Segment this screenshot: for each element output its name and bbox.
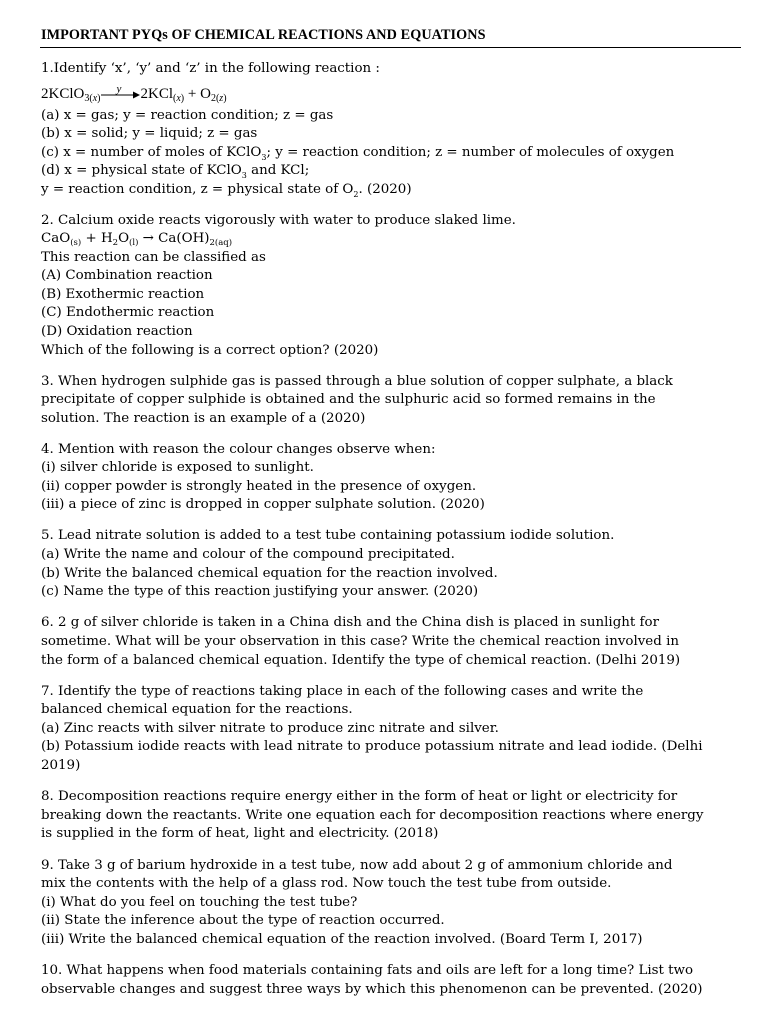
q7-line-4: (b) Potassium iodide reacts with lead nitrate to produce potassium nitrate and lead iodide. (Delhi <box>41 739 703 754</box>
q2-option-a: (A) Combination reaction <box>41 268 213 283</box>
q2-classify: This reaction can be classified as <box>41 250 266 265</box>
q1-option-d-cont: y = reaction condition, z = physical state of $O_2$. (2020) <box>41 182 412 199</box>
page-title: IMPORTANT PYQs OF CHEMICAL REACTIONS AND EQUATIONS <box>41 27 486 43</box>
q4-line-2: (i) silver chloride is exposed to sunlight. <box>41 460 314 475</box>
q1-option-c: (c) x = number of moles of KClO$_3$; y = reaction condition; z = number of molecules of oxygen <box>41 145 675 162</box>
q2-equation: $CaO_{(s)} + H_2O_{(l)} \to Ca(OH)_{2(aq)}$ <box>41 231 233 248</box>
q3-line-1: 3. When hydrogen sulphide gas is passed through a blue solution of copper sulphate, a black <box>41 374 673 389</box>
q3-line-3: solution. The reaction is an example of a (2020) <box>41 411 366 426</box>
q9-line-4: (ii) State the inference about the type of reaction occurred. <box>41 913 445 928</box>
q2-option-c: (C) Endothermic reaction <box>41 305 215 320</box>
q5-line-4: (c) Name the type of this reaction justifying your answer. (2020) <box>41 584 479 599</box>
q1-equation: 2KClO$_{3(x)}$ y $2KCl_{(x)} + O_{2(z)}$ <box>41 82 227 104</box>
q6-line-2: sometime. What will be your observation in this case? Write the chemical reaction involved in <box>41 634 679 649</box>
q8-line-2: breaking down the reactants. Write one equation each for decomposition reactions where energy <box>41 808 704 823</box>
q9-line-5: (iii) Write the balanced chemical equation of the reaction involved. (Board Term I, 2017) <box>41 932 643 947</box>
q1-option-b: (b) x = solid; y = liquid; z = gas <box>41 126 258 141</box>
q9-line-1: 9. Take 3 g of barium hydroxide in a test tube, now add about 2 g of ammonium chloride and <box>41 858 673 873</box>
q1-option-a: (a) x = gas; y = reaction condition; z = gas <box>41 108 334 123</box>
q7-line-2: balanced chemical equation for the reactions. <box>41 702 353 717</box>
q7-line-5: 2019) <box>41 758 81 773</box>
q1-option-d: (d) x = physical state of KClO$_3$ and KCl; <box>41 163 310 180</box>
reaction-arrow-icon: y <box>100 88 140 102</box>
title-divider <box>40 47 741 48</box>
q9-line-2: mix the contents with the help of a glass rod. Now touch the test tube from outside. <box>41 876 612 891</box>
q5-line-1: 5. Lead nitrate solution is added to a test tube containing potassium iodide solution. <box>41 528 615 543</box>
q2-option-b: (B) Exothermic reaction <box>41 287 205 302</box>
q8-line-1: 8. Decomposition reactions require energy either in the form of heat or light or electricity for <box>41 789 678 804</box>
q8-line-3: is supplied in the form of heat, light and electricity. (2018) <box>41 826 439 841</box>
q9-line-3: (i) What do you feel on touching the test tube? <box>41 895 358 910</box>
q5-line-3: (b) Write the balanced chemical equation for the reaction involved. <box>41 566 498 581</box>
q4-line-1: 4. Mention with reason the colour changes observe when: <box>41 442 436 457</box>
q2-option-d: (D) Oxidation reaction <box>41 324 193 339</box>
q4-line-4: (iii) a piece of zinc is dropped in copper sulphate solution. (2020) <box>41 497 485 512</box>
q4-line-3: (ii) copper powder is strongly heated in the presence of oxygen. <box>41 479 477 494</box>
q7-line-1: 7. Identify the type of reactions taking place in each of the following cases and write the <box>41 684 644 699</box>
q2-question: Which of the following is a correct option? (2020) <box>41 343 379 358</box>
q6-line-3: the form of a balanced chemical equation. Identify the type of chemical reaction. (Delhi 2019) <box>41 653 681 668</box>
q6-line-1: 6. 2 g of silver chloride is taken in a China dish and the China dish is placed in sunlight for <box>41 615 659 630</box>
q5-line-2: (a) Write the name and colour of the compound precipitated. <box>41 547 455 562</box>
q3-line-2: precipitate of copper sulphide is obtained and the sulphuric acid so formed remains in the <box>41 392 656 407</box>
q1-stem: 1.Identify ‘x’, ‘y’ and ‘z’ in the following reaction : <box>41 61 380 76</box>
q10-line-2: observable changes and suggest three ways by which this phenomenon can be prevented. (2020) <box>41 982 703 997</box>
q10-line-1: 10. What happens when food materials containing fats and oils are left for a long time? List two <box>41 963 694 978</box>
q7-line-3: (a) Zinc reacts with silver nitrate to produce zinc nitrate and silver. <box>41 721 499 736</box>
q2-stem: 2. Calcium oxide reacts vigorously with water to produce slaked lime. <box>41 213 516 228</box>
